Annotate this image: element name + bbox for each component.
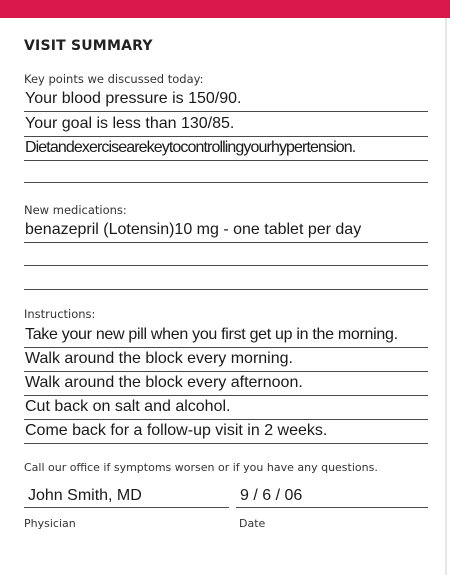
visit-date: 9 / 6 / 06 [236,486,428,508]
instruction-line-2: Walk around the block every morning. [24,348,428,372]
key-points-label: Key points we discussed today: [24,72,204,86]
physician-label: Physician [24,517,76,530]
instruction-line-1: Take your new pill when you first get up in the morning. [24,324,428,348]
header-accent-bar [0,0,450,18]
date-label: Date [239,517,266,530]
instruction-line-5: Come back for a follow-up visit in 2 weeks. [24,420,428,444]
medication-line-2 [24,242,428,266]
physician-signature: John Smith, MD [24,486,229,508]
office-contact-note: Call our office if symptoms worsen or if you have any questions. [24,461,378,474]
key-point-line-3: Dietandexercisearekeytocontrollingyourhypertension. [24,137,428,161]
new-medications-label: New medications: [24,203,127,217]
key-point-line-2: Your goal is less than 130/85. [24,113,428,137]
medication-line-3 [24,266,428,290]
instructions-label: Instructions: [24,307,96,321]
key-point-line-1: Your blood pressure is 150/90. [24,88,428,112]
instruction-line-3: Walk around the block every afternoon. [24,372,428,396]
medication-line-1: benazepril (Lotensin)10 mg - one tablet per day [24,219,428,243]
key-point-line-4 [24,159,428,183]
page-title: VISIT SUMMARY [24,38,153,54]
instruction-line-4: Cut back on salt and alcohol. [24,396,428,420]
